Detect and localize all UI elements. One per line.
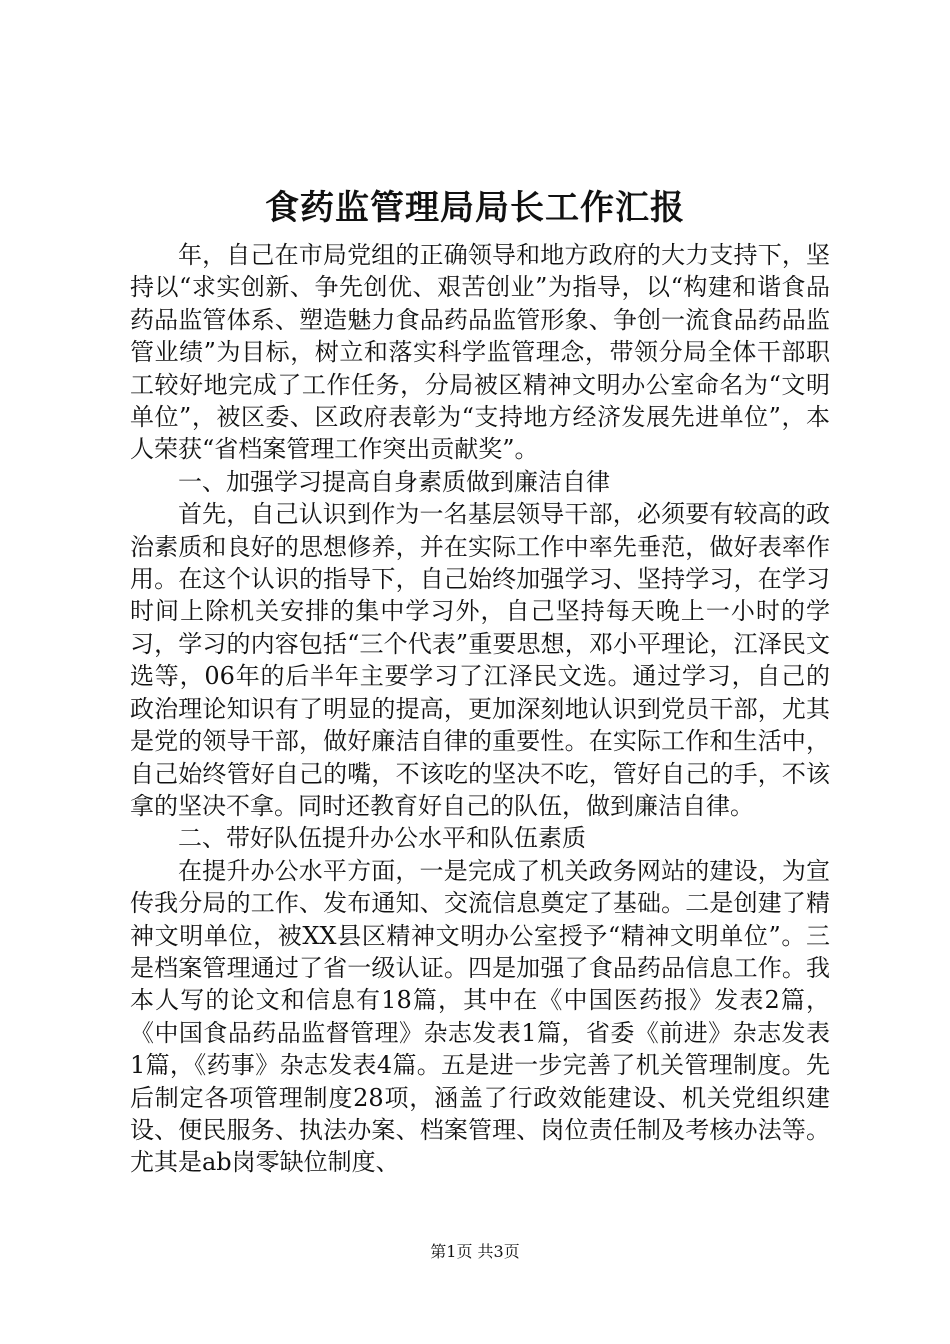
paragraph-section-1: 首先，自己认识到作为一名基层领导干部，必须要有较高的政治素质和良好的思想修养，并在实际工作中率先垂范，做好表率作用。在这个认识的指导下，自己始终加强学习、坚持学习，在学习时间上除机关安排的集中学习外，自己坚持每天晚上一小时的学习，学习的内容包括“三个代表”重要思想，邓小平理论，江泽民文选等，06年的后半年主要学习了江泽民文选。通过学习，自己的政治理论知识有了明显的提高，更加深刻地认识到党员干部，尤其是党的领导干部，做好廉洁自律的重要性。在实际工作和生活中，自己始终管好自己的嘴，不该吃的坚决不吃，管好自己的手，不该拿的坚决不拿。同时还教育好自己的队伍，做到廉洁自律。 [130, 500, 830, 820]
page-footer: 第1页 共3页 [430, 1242, 520, 1261]
section-heading-2: 二、带好队伍提升办公水平和队伍素质 [178, 824, 586, 853]
document-body [130, 239, 830, 1179]
paragraph-section-2: 在提升办公水平方面，一是完成了机关政务网站的建设，为宣传我分局的工作、发布通知、交流信息奠定了基础。二是创建了精神文明单位，被XX县区精神文明办公室授予“精神文明单位”。三是档案管理通过了省一级认证。四是加强了食品药品信息工作。我本人写的论文和信息有18篇，其中在《中国医药报》发表2篇，《中国食品药品监督管理》杂志发表1篇，省委《前进》杂志发表1篇，《药事》杂志发表4篇。五是进一步完善了机关管理制度。先后制定各项管理制度28项，涵盖了行政效能建设、机关党组织建设、便民服务、执法办案、档案管理、岗位责任制及考核办法等。尤其是ab岗零缺位制度、 [130, 856, 830, 1177]
document-title: 食药监管理局局长工作汇报 [265, 188, 685, 228]
paragraph-intro: 年，自己在市局党组的正确领导和地方政府的大力支持下，坚持以“求实创新、争先创优、艰苦创业”为指导，以“构建和谐食品药品监管体系、塑造魅力食品药品监管形象、争创一流食品药品监管业绩”为目标，树立和落实科学监管理念，带领分局全体干部职工较好地完成了工作任务，分局被区精神文明办公室命名为“文明单位”，被区委、区政府表彰为“支持地方经济发展先进单位”，本人荣获“省档案管理工作突出贡献奖”。 [130, 241, 830, 464]
section-heading-1: 一、加强学习提高自身素质做到廉洁自律 [178, 467, 610, 496]
